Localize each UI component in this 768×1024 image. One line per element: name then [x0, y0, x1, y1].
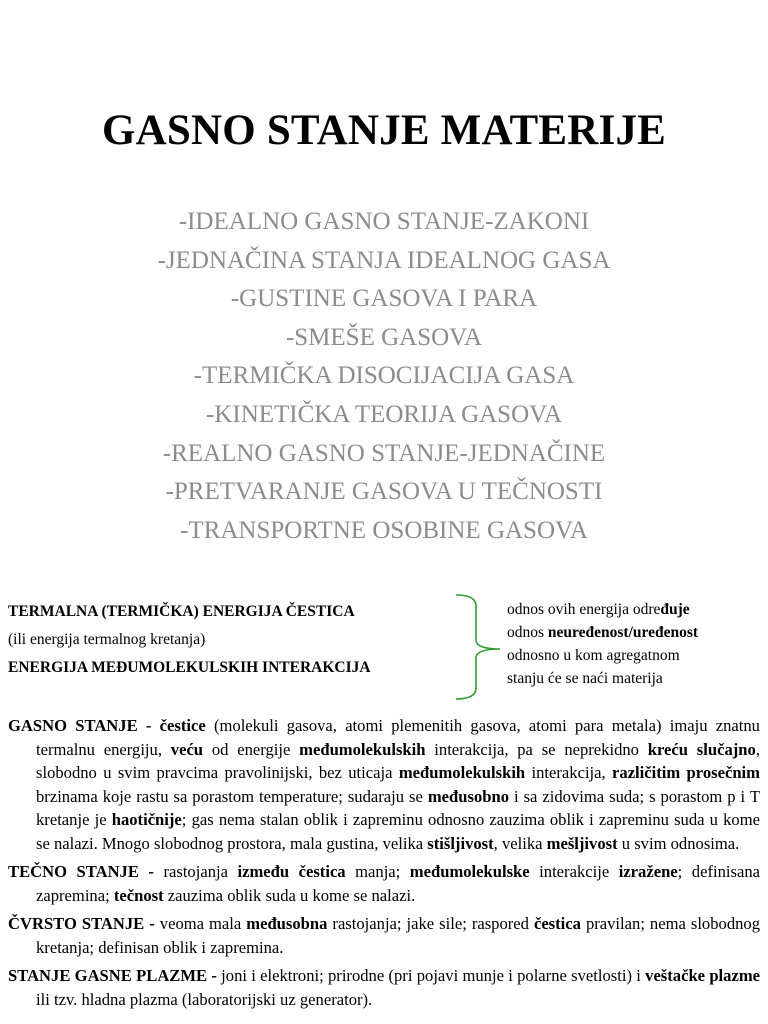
topic-item: -GUSTINE GASOVA I PARA [230, 285, 538, 313]
liquid-state-paragraph: TEČNO STANJE - rastojanja između čestica manja; međumolekulske interakcije izražene; definisana zapremina; tečnost zauzima oblik suda u kome se nalazi. [8, 862, 760, 905]
gas-state-paragraph: GASNO STANJE - čestice (molekuli gasova, atomi plemenitih gasova, atomi para metala) imaju znatnu termalnu energiju, veću od energije međumolekulskih interakcija, pa se neprekidno kreću slučajno, slobodno u svim pravcima pravolinijski, bez uticaja međumolekulskih interakcija, različitim prosečnim brzinama koje rastu sa porastom temperature; sudaraju se međusobno i sa zidovima suda; s porastom p i T kretanje je haotičnije; gas nema stalan oblik i zapreminu odnosno zauzima oblik i zapreminu suda u kome se nalazi. Mnogo slobodnog prostora, mala gustina, velika stišljivost, velika mešljivost u svim odnosima. [8, 716, 760, 853]
curly-brace-icon [450, 592, 506, 702]
plasma-state-paragraph: STANJE GASNE PLAZME - joni i elektroni; prirodne (pri pojavi munje i polarne svetlosti) i veštačke plazme ili tzv. hladna plazma (laboratorijski uz generator). [8, 966, 761, 1009]
energy-note [507, 598, 762, 690]
note-line: stanju će se naći materija [507, 670, 663, 687]
thermal-energy-subtitle: (ili energija termalnog kretanja) [8, 631, 206, 648]
topic-item: -TERMIČKA DISOCIJACIJA GASA [193, 362, 575, 390]
thermal-energy-label: TERMALNA (TERMIČKA) ENERGIJA ČESTICA [8, 603, 355, 620]
gas-state-heading: GASNO STANJE - [8, 716, 160, 735]
note-line: odnos ovih energija određuje [507, 601, 690, 618]
solid-state-paragraph: ČVRSTO STANJE - veoma mala međusobna rastojanja; jake sile; raspored čestica pravilan; nema slobodnog kretanja; definisan oblik i zapremina. [8, 914, 761, 957]
note-line: odnosno u kom agregatnom [507, 647, 680, 664]
topic-item: -REALNO GASNO STANJE-JEDNAČINE [162, 439, 606, 467]
energy-block [8, 598, 463, 682]
topic-item: -JEDNAČINA STANJA IDEALNOG GASA [157, 246, 611, 274]
solid-state-heading: ČVRSTO STANJE - [8, 914, 160, 933]
page-title: GASNO STANJE MATERIJE [101, 107, 667, 154]
topic-list [0, 203, 768, 550]
topic-item: -SMEŠE GASOVA [285, 323, 483, 351]
plasma-state-heading: STANJE GASNE PLAZME - [8, 966, 222, 985]
topic-item: -IDEALNO GASNO STANJE-ZAKONI [178, 208, 590, 235]
topic-item: -TRANSPORTNE OSOBINE GASOVA [180, 516, 588, 544]
topic-item: -KINETIČKA TEORIJA GASOVA [205, 400, 563, 428]
intermolecular-energy-label: ENERGIJA MEĐUMOLEKULSKIH INTERAKCIJA [8, 659, 371, 676]
liquid-state-heading: TEČNO STANJE - [8, 862, 164, 881]
states-list [8, 714, 760, 1016]
topic-item: -PRETVARANJE GASOVA U TEČNOSTI [165, 478, 603, 506]
note-line: odnos neuređenost/uređenost [507, 624, 699, 641]
